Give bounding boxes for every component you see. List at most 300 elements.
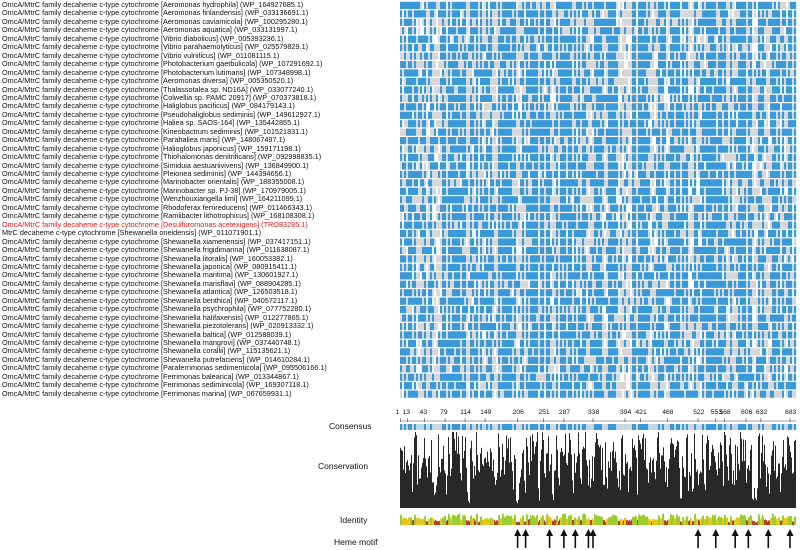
alignment-cell <box>502 179 504 186</box>
alignment-cell <box>684 2 686 9</box>
alignment-cell <box>750 129 752 136</box>
alignment-cell <box>434 27 436 34</box>
alignment-cell <box>408 120 410 127</box>
alignment-cell <box>596 188 598 195</box>
alignment-cell <box>710 86 712 93</box>
alignment-cell <box>436 44 438 51</box>
alignment-cell <box>754 53 756 60</box>
alignment-cell <box>710 171 712 178</box>
alignment-cell <box>416 10 418 17</box>
alignment-cell <box>596 10 598 17</box>
alignment-cell <box>486 154 488 161</box>
alignment-cell <box>688 120 690 127</box>
alignment-cell <box>550 162 552 169</box>
alignment-cell <box>770 78 772 85</box>
alignment-cell <box>696 2 698 9</box>
alignment-cell <box>774 196 776 203</box>
alignment-cell <box>728 103 730 110</box>
alignment-cell <box>744 112 746 119</box>
alignment-cell <box>684 171 686 178</box>
alignment-cell <box>484 120 486 127</box>
alignment-cell <box>646 196 648 203</box>
alignment-cell <box>504 179 506 186</box>
alignment-cell <box>714 179 716 186</box>
alignment-cell <box>480 2 482 9</box>
alignment-cell <box>554 103 556 110</box>
alignment-cell <box>600 44 602 51</box>
alignment-cell <box>538 27 540 34</box>
alignment-cell <box>656 78 658 85</box>
alignment-cell <box>624 78 626 85</box>
alignment-cell <box>402 36 404 43</box>
alignment-cell <box>542 188 544 195</box>
alignment-cell <box>420 145 422 152</box>
alignment-cell <box>678 120 680 127</box>
alignment-cell <box>532 230 534 237</box>
alignment-cell <box>554 78 556 85</box>
alignment-cell <box>640 53 642 60</box>
alignment-cell <box>438 86 440 93</box>
alignment-cell <box>532 188 534 195</box>
alignment-cell <box>626 137 628 144</box>
alignment-cell <box>418 213 420 220</box>
alignment-cell <box>440 95 442 102</box>
alignment-cell <box>716 196 718 203</box>
alignment-cell <box>784 213 786 220</box>
alignment-cell <box>502 69 504 76</box>
alignment-cell <box>692 154 694 161</box>
alignment-cell <box>730 137 732 144</box>
alignment-cell <box>496 112 498 119</box>
alignment-cell <box>518 137 520 144</box>
alignment-cell <box>776 19 778 26</box>
alignment-cell <box>642 95 644 102</box>
alignment-cell <box>482 230 484 237</box>
alignment-cell <box>746 86 748 93</box>
alignment-cell <box>790 10 792 17</box>
alignment-cell <box>626 69 628 76</box>
alignment-cell <box>750 145 752 152</box>
alignment-cell <box>714 120 716 127</box>
alignment-cell <box>608 10 610 17</box>
alignment-cell <box>720 179 722 186</box>
alignment-cell <box>560 154 562 161</box>
alignment-cell <box>406 19 408 26</box>
alignment-cell <box>402 129 404 136</box>
alignment-cell <box>672 213 674 220</box>
alignment-cell <box>510 61 512 68</box>
alignment-cell <box>698 69 700 76</box>
alignment-cell <box>596 213 598 220</box>
alignment-cell <box>740 86 742 93</box>
alignment-row <box>400 162 796 169</box>
alignment-cell <box>448 230 450 237</box>
alignment-cell <box>790 171 792 178</box>
alignment-cell <box>730 10 732 17</box>
alignment-cell <box>734 171 736 178</box>
alignment-cell <box>712 27 714 34</box>
alignment-cell <box>486 171 488 178</box>
alignment-cell <box>746 2 748 9</box>
alignment-cell <box>418 78 420 85</box>
alignment-cell <box>526 86 528 93</box>
alignment-cell <box>464 179 466 186</box>
alignment-cell <box>514 213 516 220</box>
alignment-cell <box>434 196 436 203</box>
alignment-cell <box>674 95 676 102</box>
alignment-cell <box>754 120 756 127</box>
alignment-cell <box>504 103 506 110</box>
alignment-cell <box>460 112 462 119</box>
alignment-cell <box>594 78 596 85</box>
alignment-cell <box>688 10 690 17</box>
alignment-cell <box>618 69 620 76</box>
alignment-cell <box>682 154 684 161</box>
alignment-cell <box>714 61 716 68</box>
alignment-cell <box>678 137 680 144</box>
alignment-cell <box>662 44 664 51</box>
alignment-cell <box>698 86 700 93</box>
alignment-cell <box>504 53 506 60</box>
alignment-cell <box>752 129 754 136</box>
alignment-cell <box>566 86 568 93</box>
alignment-cell <box>774 112 776 119</box>
alignment-cell <box>780 27 782 34</box>
alignment-cell <box>622 222 624 229</box>
alignment-cell <box>638 19 640 26</box>
alignment-cell <box>436 53 438 60</box>
alignment-cell <box>610 162 612 169</box>
alignment-cell <box>596 145 598 152</box>
alignment-cell <box>738 10 740 17</box>
alignment-cell <box>700 188 702 195</box>
alignment-cell <box>672 103 674 110</box>
alignment-cell <box>684 19 686 26</box>
alignment-cell <box>694 162 696 169</box>
alignment-cell <box>448 61 450 68</box>
alignment-cell <box>688 36 690 43</box>
alignment-cell <box>794 78 796 85</box>
alignment-cell <box>460 171 462 178</box>
alignment-cell <box>672 61 674 68</box>
alignment-cell <box>516 120 518 127</box>
alignment-cell <box>400 69 402 76</box>
alignment-cell <box>584 44 586 51</box>
alignment-cell <box>678 103 680 110</box>
alignment-cell <box>482 36 484 43</box>
alignment-cell <box>480 162 482 169</box>
alignment-cell <box>586 69 588 76</box>
alignment-cell <box>430 61 432 68</box>
alignment-cell <box>756 86 758 93</box>
alignment-cell <box>554 222 556 229</box>
alignment-cell <box>494 53 496 60</box>
alignment-cell <box>484 129 486 136</box>
alignment-cell <box>794 179 796 186</box>
alignment-cell <box>656 145 658 152</box>
alignment-cell <box>634 137 636 144</box>
alignment-cell <box>610 137 612 144</box>
alignment-cell <box>408 213 410 220</box>
alignment-cell <box>432 137 434 144</box>
alignment-cell <box>556 171 558 178</box>
alignment-cell <box>688 19 690 26</box>
alignment-cell <box>584 53 586 60</box>
alignment-cell <box>494 120 496 127</box>
alignment-cell <box>456 95 458 102</box>
alignment-cell <box>790 27 792 34</box>
alignment-cell <box>710 145 712 152</box>
alignment-cell <box>704 137 706 144</box>
alignment-cell <box>406 179 408 186</box>
alignment-cell <box>778 27 780 34</box>
alignment-cell <box>620 145 622 152</box>
alignment-cell <box>426 36 428 43</box>
alignment-cell <box>740 145 742 152</box>
alignment-cell <box>424 95 426 102</box>
alignment-cell <box>562 145 564 152</box>
alignment-cell <box>452 230 454 237</box>
alignment-cell <box>542 120 544 127</box>
alignment-cell <box>536 162 538 169</box>
alignment-cell <box>628 162 630 169</box>
alignment-cell <box>710 103 712 110</box>
alignment-cell <box>404 69 406 76</box>
alignment-cell <box>534 137 536 144</box>
alignment-cell <box>600 103 602 110</box>
alignment-cell <box>788 78 790 85</box>
alignment-cell <box>634 222 636 229</box>
alignment-cell <box>658 86 660 93</box>
alignment-cell <box>784 61 786 68</box>
alignment-cell <box>406 86 408 93</box>
alignment-cell <box>400 61 402 68</box>
alignment-cell <box>782 103 784 110</box>
alignment-cell <box>542 171 544 178</box>
alignment-cell <box>694 196 696 203</box>
alignment-cell <box>582 44 584 51</box>
alignment-cell <box>724 196 726 203</box>
alignment-cell <box>464 78 466 85</box>
alignment-cell <box>548 36 550 43</box>
alignment-cell <box>566 162 568 169</box>
alignment-cell <box>412 171 414 178</box>
alignment-cell <box>572 162 574 169</box>
alignment-cell <box>454 112 456 119</box>
alignment-cell <box>706 222 708 229</box>
alignment-row <box>400 44 796 51</box>
alignment-cell <box>696 112 698 119</box>
alignment-cell <box>658 61 660 68</box>
alignment-cell <box>438 188 440 195</box>
alignment-cell <box>710 129 712 136</box>
alignment-cell <box>448 103 450 110</box>
alignment-cell <box>648 86 650 93</box>
alignment-cell <box>488 103 490 110</box>
alignment-cell <box>680 44 682 51</box>
alignment-cell <box>422 112 424 119</box>
sequence-label: OmcA/MtrC family decaheme c-type cytochrome [Shewanella mangrovi] (WP_037440748.1) <box>2 338 301 347</box>
alignment-cell <box>664 69 666 76</box>
alignment-cell <box>698 222 700 229</box>
alignment-cell <box>670 86 672 93</box>
alignment-cell <box>670 196 672 203</box>
alignment-cell <box>712 10 714 17</box>
alignment-cell <box>634 69 636 76</box>
alignment-cell <box>584 86 586 93</box>
alignment-cell <box>614 179 616 186</box>
alignment-cell <box>526 53 528 60</box>
alignment-cell <box>632 196 634 203</box>
alignment-cell <box>490 95 492 102</box>
alignment-cell <box>420 213 422 220</box>
alignment-cell <box>634 213 636 220</box>
alignment-cell <box>642 53 644 60</box>
alignment-cell <box>734 120 736 127</box>
alignment-cell <box>778 2 780 9</box>
alignment-cell <box>788 188 790 195</box>
alignment-cell <box>568 27 570 34</box>
alignment-cell <box>672 95 674 102</box>
alignment-cell <box>534 86 536 93</box>
alignment-cell <box>716 188 718 195</box>
alignment-cell <box>570 154 572 161</box>
alignment-cell <box>638 171 640 178</box>
alignment-cell <box>640 213 642 220</box>
alignment-cell <box>460 162 462 169</box>
alignment-cell <box>774 213 776 220</box>
alignment-cell <box>580 137 582 144</box>
alignment-cell <box>662 36 664 43</box>
alignment-cell <box>572 53 574 60</box>
alignment-cell <box>646 61 648 68</box>
alignment-cell <box>654 162 656 169</box>
alignment-cell <box>682 103 684 110</box>
alignment-cell <box>536 53 538 60</box>
alignment-cell <box>402 205 404 212</box>
alignment-cell <box>750 171 752 178</box>
alignment-cell <box>430 129 432 136</box>
alignment-cell <box>696 129 698 136</box>
alignment-cell <box>540 53 542 60</box>
alignment-cell <box>590 44 592 51</box>
alignment-cell <box>630 10 632 17</box>
alignment-cell <box>646 137 648 144</box>
alignment-cell <box>686 44 688 51</box>
alignment-cell <box>440 86 442 93</box>
alignment-cell <box>406 112 408 119</box>
alignment-cell <box>654 120 656 127</box>
alignment-cell <box>506 95 508 102</box>
alignment-cell <box>714 19 716 26</box>
alignment-cell <box>604 78 606 85</box>
alignment-cell <box>690 10 692 17</box>
alignment-cell <box>674 120 676 127</box>
alignment-cell <box>608 2 610 9</box>
alignment-cell <box>416 205 418 212</box>
alignment-cell <box>608 44 610 51</box>
alignment-cell <box>498 78 500 85</box>
sequence-label: OmcA/MtrC family decaheme c-type cytochrome [Haliea sp. SAOS-164] (WP_135442855.1) <box>2 118 300 128</box>
alignment-cell <box>778 162 780 169</box>
alignment-cell <box>402 95 404 102</box>
alignment-cell <box>660 162 662 169</box>
alignment-cell <box>532 44 534 51</box>
alignment-cell <box>490 162 492 169</box>
alignment-cell <box>408 162 410 169</box>
alignment-cell <box>768 205 770 212</box>
alignment-row <box>400 213 796 220</box>
alignment-cell <box>790 19 792 26</box>
alignment-cell <box>546 120 548 127</box>
alignment-cell <box>666 10 668 17</box>
alignment-cell <box>454 222 456 229</box>
alignment-cell <box>410 230 412 237</box>
alignment-cell <box>582 53 584 60</box>
alignment-cell <box>496 27 498 34</box>
alignment-cell <box>730 154 732 161</box>
alignment-cell <box>786 196 788 203</box>
alignment-cell <box>708 86 710 93</box>
alignment-cell <box>754 2 756 9</box>
alignment-cell <box>722 171 724 178</box>
alignment-cell <box>728 61 730 68</box>
alignment-cell <box>614 103 616 110</box>
alignment-cell <box>780 2 782 9</box>
alignment-cell <box>728 171 730 178</box>
alignment-cell <box>582 27 584 34</box>
alignment-cell <box>720 27 722 34</box>
alignment-cell <box>578 69 580 76</box>
alignment-cell <box>548 103 550 110</box>
alignment-cell <box>630 196 632 203</box>
alignment-cell <box>436 196 438 203</box>
alignment-cell <box>522 222 524 229</box>
alignment-cell <box>464 36 466 43</box>
alignment-cell <box>412 61 414 68</box>
alignment-cell <box>584 2 586 9</box>
alignment-cell <box>402 44 404 51</box>
alignment-cell <box>568 162 570 169</box>
alignment-cell <box>500 69 502 76</box>
alignment-cell <box>408 129 410 136</box>
alignment-cell <box>680 213 682 220</box>
alignment-cell <box>620 129 622 136</box>
alignment-cell <box>436 145 438 152</box>
alignment-cell <box>786 19 788 26</box>
alignment-cell <box>526 36 528 43</box>
alignment-cell <box>600 222 602 229</box>
alignment-cell <box>670 129 672 136</box>
sequence-label: OmcA/MtrC family decaheme c-type cytochrome [Shewanella japonica] (WP_080915411.1) <box>2 261 297 271</box>
alignment-cell <box>714 10 716 17</box>
alignment-cell <box>738 154 740 161</box>
alignment-cell <box>756 179 758 186</box>
alignment-cell <box>640 61 642 68</box>
alignment-cell <box>712 205 714 212</box>
alignment-cell <box>462 19 464 26</box>
alignment-cell <box>452 103 454 110</box>
alignment-cell <box>450 162 452 169</box>
alignment-cell <box>490 78 492 85</box>
alignment-cell <box>580 145 582 152</box>
alignment-cell <box>456 44 458 51</box>
alignment-cell <box>656 103 658 110</box>
alignment-cell <box>644 188 646 195</box>
alignment-cell <box>440 10 442 17</box>
alignment-cell <box>570 129 572 136</box>
alignment-cell <box>538 120 540 127</box>
